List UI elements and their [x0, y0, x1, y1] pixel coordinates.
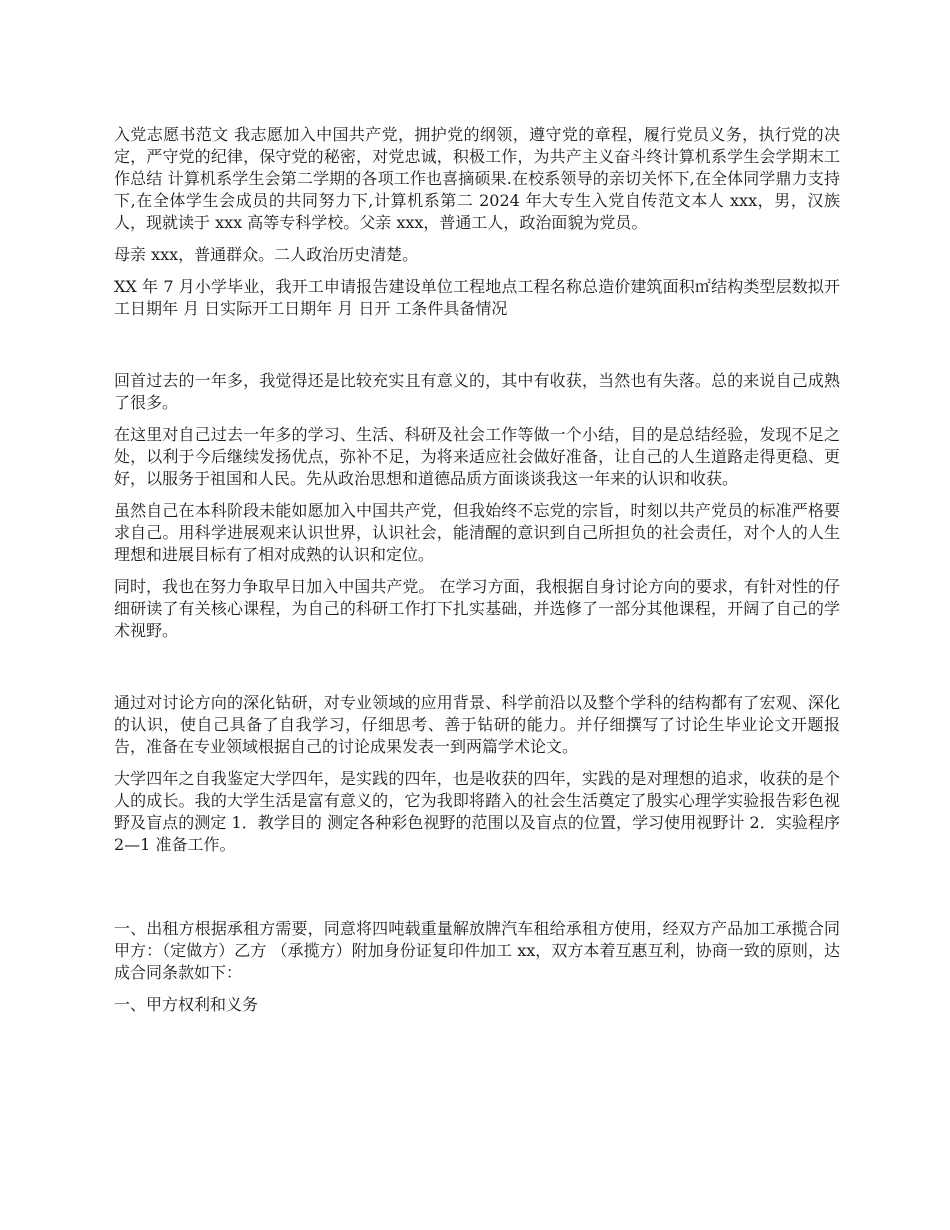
- paragraph-1: 入党志愿书范文 我志愿加入中国共产党，拥护党的纲领，遵守党的章程，履行党员义务，执行党的决定，严守党的纪律，保守党的秘密，对党忠诚，积极工作，为共产主义奋斗终计算机系学生会学期末工作总结 计算机系学生会第二学期的各项工作也喜摘硕果.在校系领导的亲切关怀下,在全体同学鼎力支持下,在全体学生会成员的共同努力下,计算机系第二 2024 年大专生入党自传范文本人 xxx，男，汉族人，现就读于 xxx 高等专科学校。父亲 xxx，普通工人，政治面貌为党员。: [114, 125, 840, 232]
- paragraph-7: 同时，我也在努力争取早日加入中国共产党。 在学习方面，我根据自身讨论方向的要求，有针对性的仔细研读了有关核心课程，为自己的科研工作打下扎实基础，并选修了一部分其他课程，开阔了自己的学术视野。: [114, 577, 840, 640]
- paragraph-2: 母亲 xxx，普通群众。二人政治历史清楚。: [114, 245, 419, 264]
- paragraph-4: 回首过去的一年多，我觉得还是比较充实且有意义的，其中有收获，当然也有失落。总的来说自己成熟了很多。: [114, 371, 840, 412]
- paragraph-9: 大学四年之自我鉴定大学四年，是实践的四年，也是收获的四年，实践的是对理想的追求，收获的是个人的成长。我的大学生活是富有意义的，它为我即将踏入的社会生活奠定了殷实心理学实验报告彩色视野及盲点的测定 1．教学目的 测定各种彩色视野的范围以及盲点的位置，学习使用视野计 2．实验程序 2—1 准备工作。: [114, 769, 840, 854]
- paragraph-10: 一、出租方根据承租方需要，同意将四吨载重量解放牌汽车租给承租方使用，经双方产品加工承揽合同甲方：（定做方）乙方 （承揽方）附加身份证复印件加工 xx，双方本着互惠互利，协商一致的原则，达成合同条款如下：: [114, 919, 840, 982]
- paragraph-5: 在这里对自己过去一年多的学习、生活、科研及社会工作等做一个小结，目的是总结经验，发现不足之处，以利于今后继续发扬优点，弥补不足，为将来适应社会做好准备，让自己的人生道路走得更稳、更好，以服务于祖国和人民。先从政治思想和道德品质方面谈谈我这一年来的认识和收获。: [114, 425, 840, 488]
- paragraph-8: 通过对讨论方向的深化钻研，对专业领域的应用背景、科学前沿以及整个学科的结构都有了宏观、深化的认识，使自己具备了自我学习，仔细思考、善于钻研的能力。并仔细撰写了讨论生毕业论文开题报告，准备在专业领域根据自己的讨论成果发表一到两篇学术论文。: [114, 693, 840, 756]
- paragraph-6: 虽然自己在本科阶段未能如愿加入中国共产党，但我始终不忘党的宗旨，时刻以共产党员的标准严格要求自己。用科学进展观来认识世界，认识社会，能清醒的意识到自己所担负的社会责任，对个人的人生理想和进展目标有了相对成熟的认识和定位。: [114, 501, 840, 564]
- paragraph-11: 一、甲方权利和义务: [114, 995, 259, 1014]
- section-spacer: [114, 866, 840, 918]
- section-spacer: [114, 330, 840, 370]
- section-spacer: [114, 652, 840, 692]
- paragraph-3: XX 年 7 月小学毕业，我开工申请报告建设单位工程地点工程名称总造价建筑面积㎡结构类型层数拟开工日期年 月 日实际开工日期年 月 日开 工条件具备情况: [114, 277, 840, 318]
- document-body: [114, 124, 840, 1026]
